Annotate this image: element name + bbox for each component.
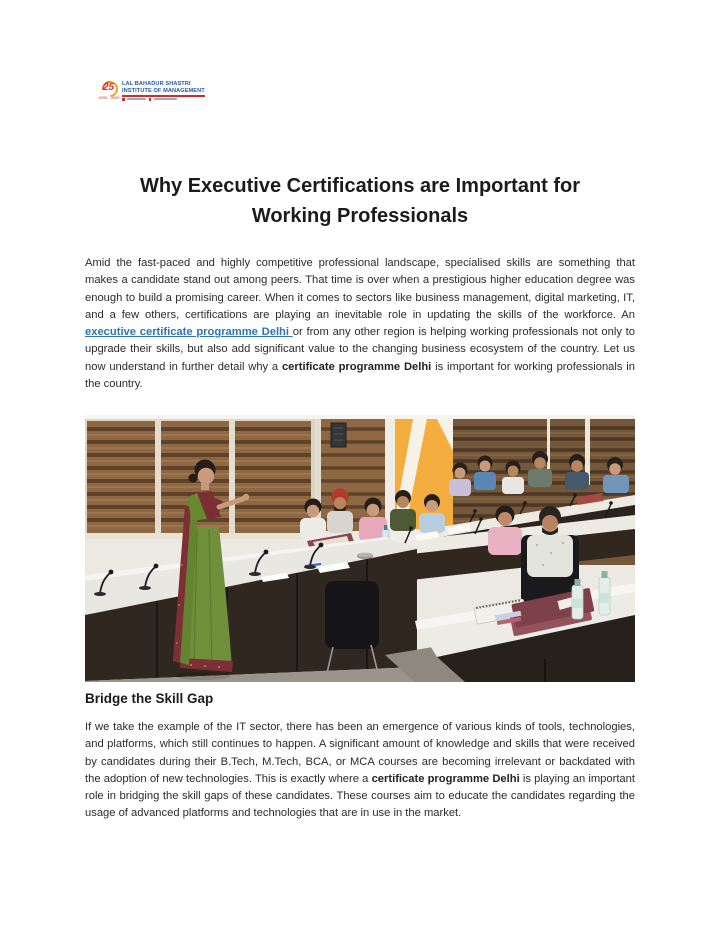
para1-text-1: Amid the fast-paced and highly competitive professional landscape, specialised skills are something that makes a candidate stand out among peers. That time is over when a prestigious higher education degree was enough to build a promising career. When it comes to sectors like business management, digital marketing, IT, and a few others, certifications are playing an inevitable role in updating the skills of the workforce. An [85,257,635,321]
title-line-1: Why Executive Certifications are Important for [139,175,581,197]
intro-paragraph [85,255,635,393]
logo-text-block [122,80,205,101]
para1-text-2: or from any other region is helping working professionals not only to upgrade their skills, but also add significant value to the changing business ecosystem of the country. Let us now understand in further detail why a [85,326,635,373]
logo-address-microtext [122,98,205,101]
executive-certificate-programme-link[interactable]: executive certificate programme Delhi [85,326,293,339]
para2-text-2: is playing an important role in bridging the skill gaps of these candidates. These courses aim to educate the candidates regarding the usage of advanced platforms and technologies that are in use in the market. [85,772,635,820]
anniversary-emblem-icon [98,80,119,100]
section-paragraph [85,719,635,823]
micro-text-bar [154,98,177,100]
speaker-box [331,423,346,447]
logo-line2: INSTITUTE OF MANAGEMENT [122,87,205,94]
micro-text-bar [127,98,146,100]
classroom-photo [85,415,635,682]
micro-bullet-icon [122,98,125,101]
section-heading: Bridge the Skill Gap [85,691,214,706]
para1-text-3: is important for working professionals in the country. [85,360,635,391]
para2-bold-phrase: certificate programme Delhi [371,772,520,785]
para2-text-1: If we take the example of the IT sector, there has been an emergence of various kinds of tools, technologies, and platforms, which still continues to happen. A significant amount of knowledge and skills that were received by candidates during their B.Tech, M.Tech, BCA, or MCA courses are becoming irrelevant or backdated with the adoption of new technologies. This is exactly where a [85,721,635,785]
institute-logo [98,80,205,101]
para1-bold-phrase: certificate programme Delhi [281,360,432,373]
emblem-number: 25 [102,82,115,93]
logo-line1: LAL BAHADUR SHASTRI [122,81,191,87]
classroom-photo-graphic [85,415,635,682]
title-line-2: Working Professionals [251,205,469,227]
page-title [85,171,635,231]
logo-divider [122,95,205,96]
emblem-years: 1995 - 2020 [98,95,120,100]
micro-bullet-icon [149,98,152,101]
